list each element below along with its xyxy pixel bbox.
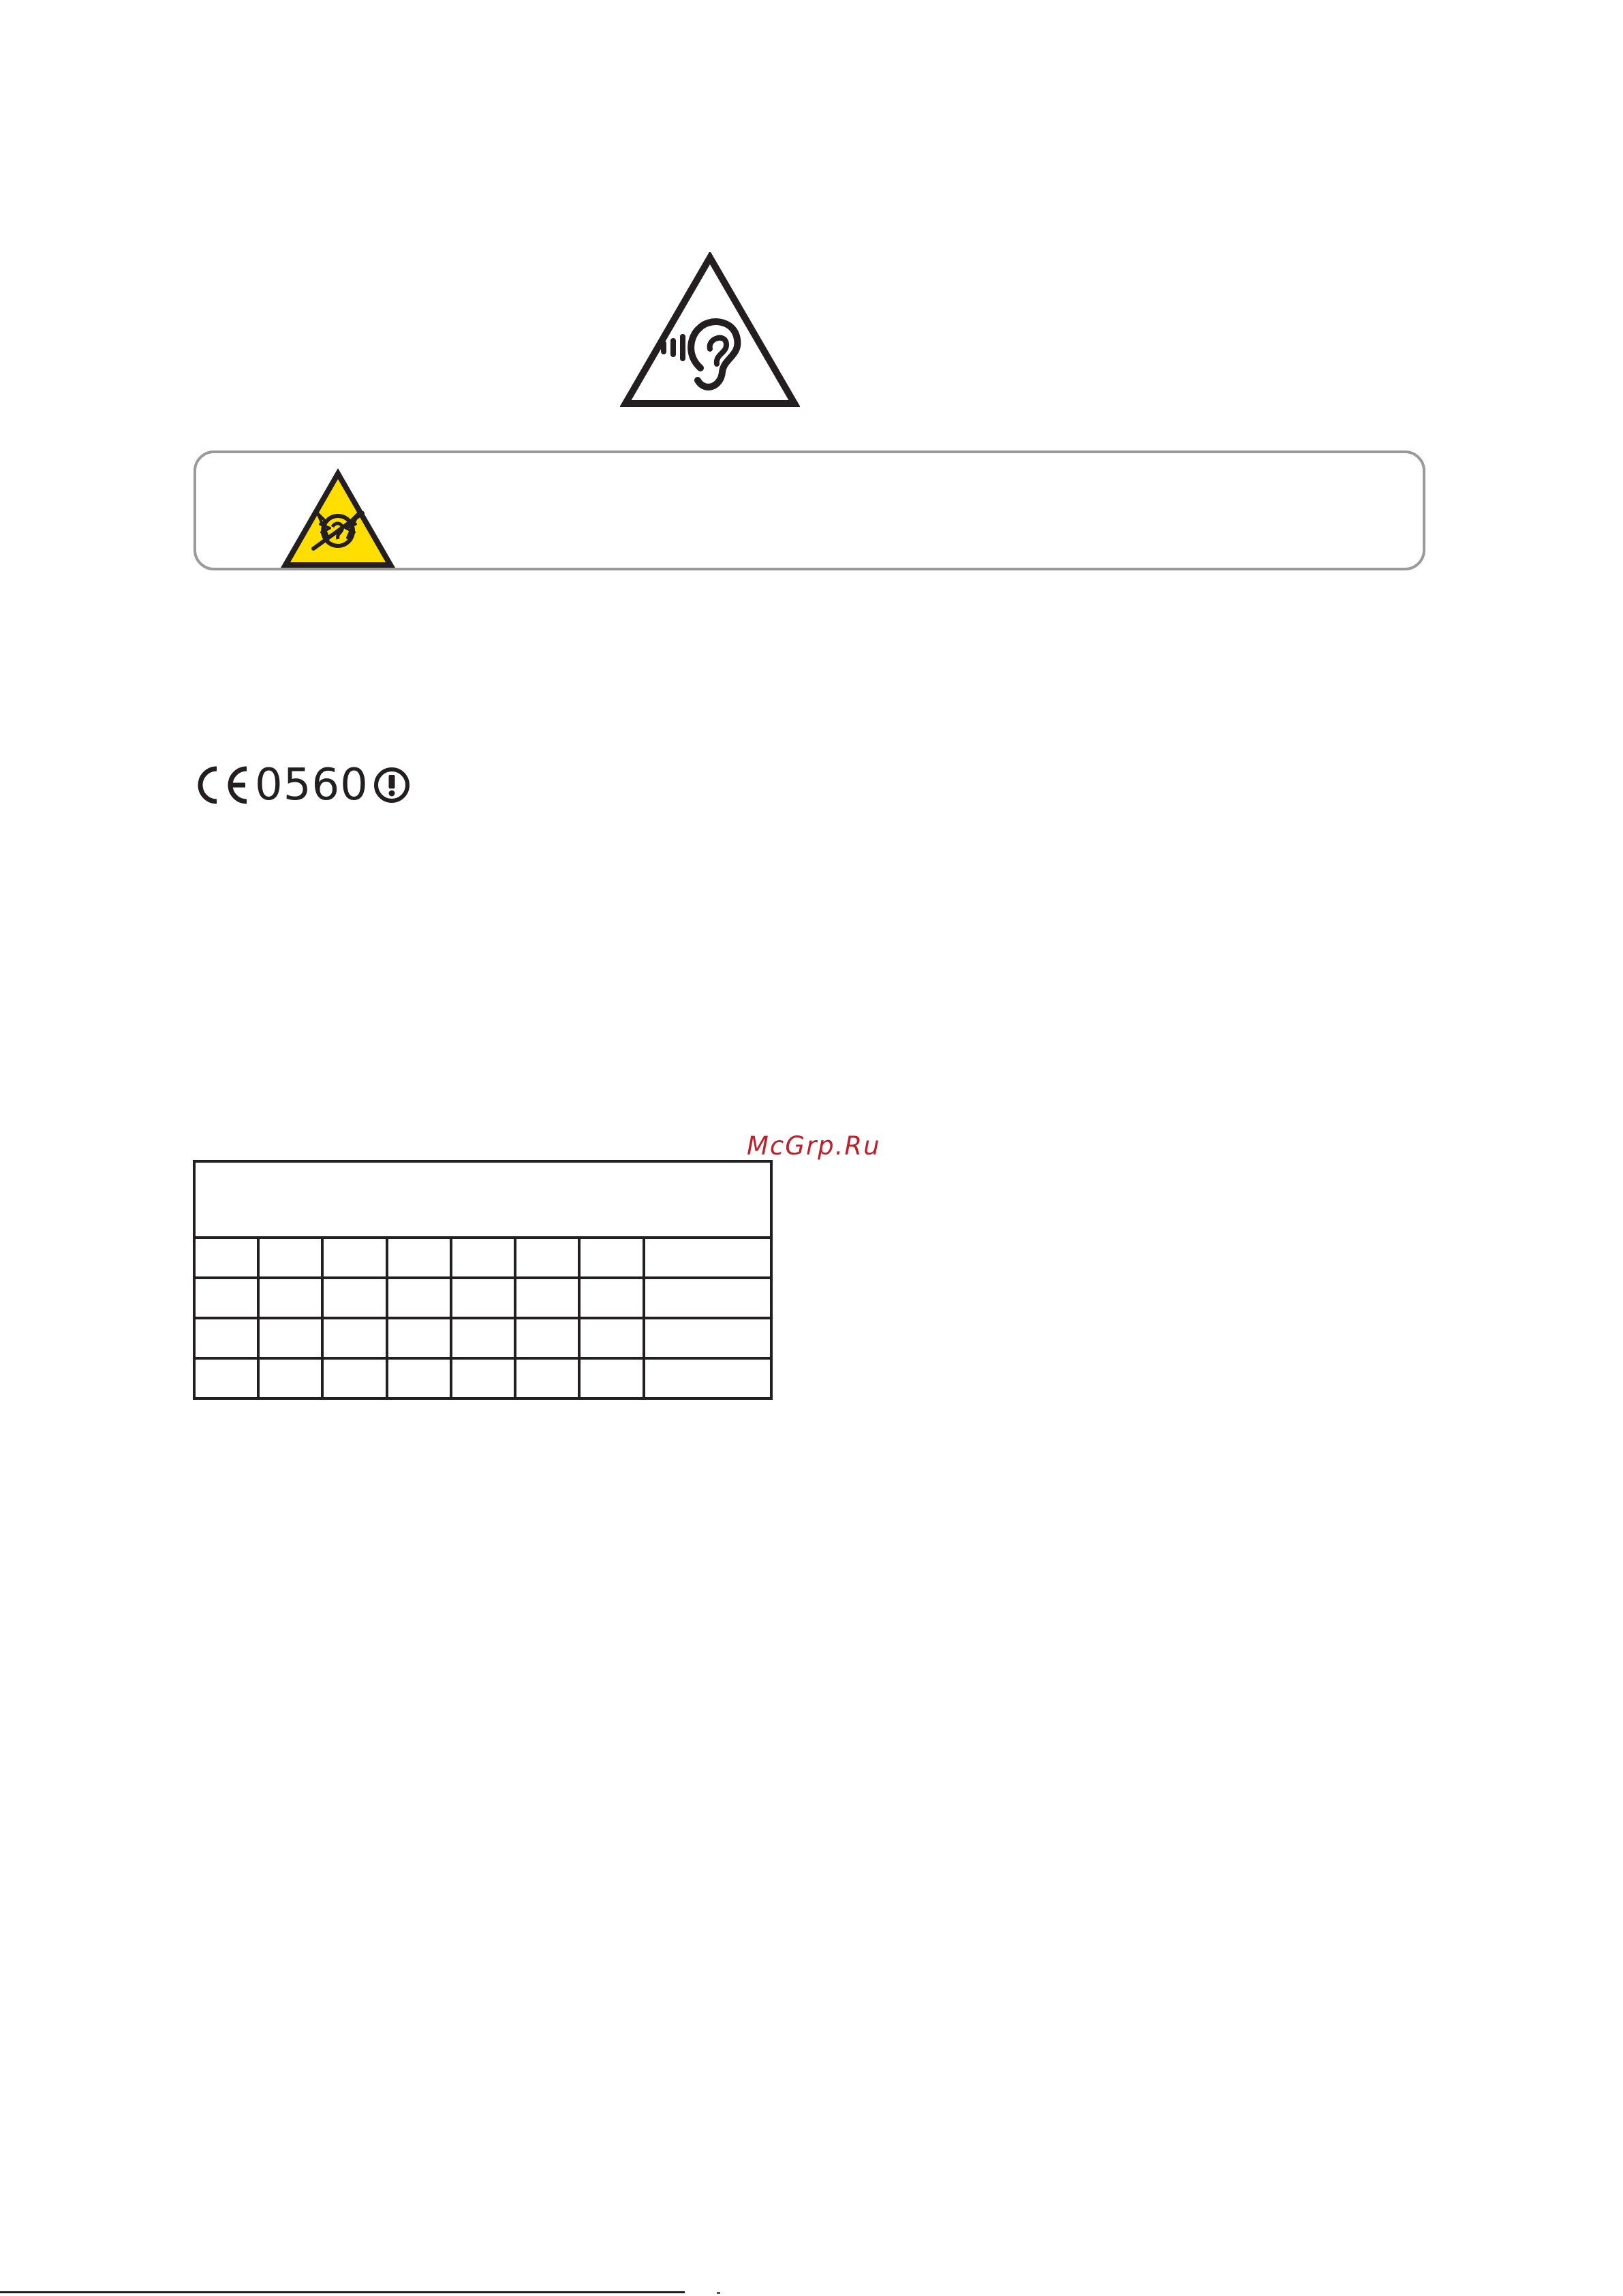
table-cell [579,1238,643,1278]
table-cell [579,1278,643,1318]
table-cell [194,1238,258,1278]
table-cell [387,1278,451,1318]
ear-warning-icon [620,252,800,409]
table-cell [322,1238,386,1278]
table-cell [515,1358,579,1398]
table-cell [451,1358,515,1398]
table-cell [579,1318,643,1358]
hearing-hazard-icon [278,465,398,571]
table-cell [258,1278,322,1318]
table-cell [515,1318,579,1358]
table-cell [644,1238,771,1278]
table-cell [387,1358,451,1398]
table-cell [194,1318,258,1358]
hearing-notice-box [194,450,1425,570]
ce-mark-icon [192,765,252,806]
table-row [194,1278,771,1318]
notified-body-number: 0560 [255,760,369,810]
table-cell [387,1318,451,1358]
table-cell [451,1238,515,1278]
class-2-alert-icon [373,766,411,804]
table-cell [258,1318,322,1358]
table-header-row [194,1161,771,1238]
table-cell [322,1358,386,1398]
table-cell [515,1238,579,1278]
watermark: McGrp.Ru [747,1131,881,1161]
footer-rule [0,2291,685,2293]
table-cell [451,1318,515,1358]
table-row [194,1318,771,1358]
table-cell [644,1278,771,1318]
table-cell [451,1278,515,1318]
table-cell [258,1358,322,1398]
table-cell [579,1358,643,1398]
table-cell [194,1278,258,1318]
table-header-cell [194,1161,771,1238]
table-cell [194,1358,258,1398]
table-cell [322,1318,386,1358]
table-row [194,1238,771,1278]
table-cell [515,1278,579,1318]
table-cell [387,1238,451,1278]
table-cell [644,1358,771,1398]
ce-marking [192,758,411,812]
footer-mark [717,2292,720,2294]
table-row [194,1358,771,1398]
restriction-table [193,1160,773,1400]
table-cell [644,1318,771,1358]
table-cell [258,1238,322,1278]
table-cell [322,1278,386,1318]
